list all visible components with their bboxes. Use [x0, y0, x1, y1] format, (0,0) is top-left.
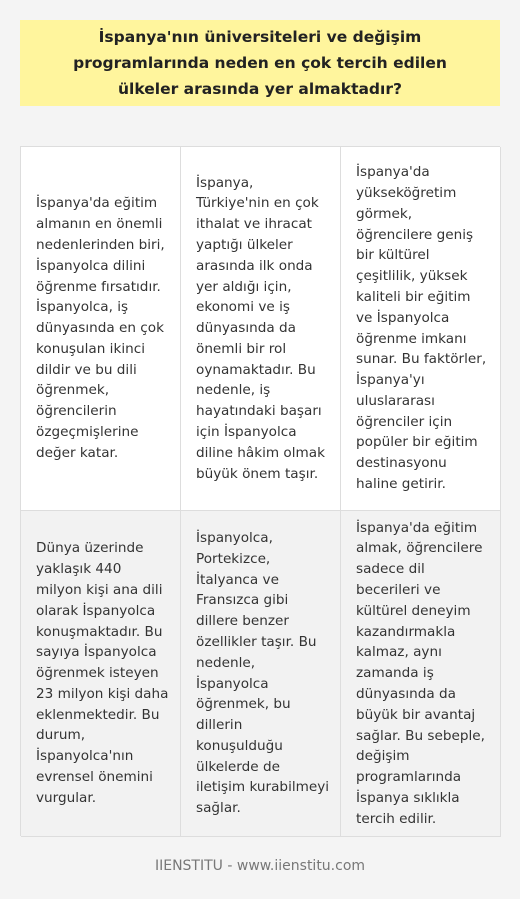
cell-text: İspanyolca, Portekizce, İtalyanca ve Fransızca gibi dillere benzer özellikler taşır. Bu nedenle, İspanyolca öğrenmek, bu dillerin konuşulduğu ülkelerde de iletişim kurabilmeyi sağlar.: [196, 529, 330, 817]
table-cell-r1-c3: [341, 147, 501, 511]
cell-text: İspanya'da eğitim almanın en önemli nedenlerinden biri, İspanyolca dilini öğrenme fırsatıdır. İspanyolca, iş dünyasında en çok konuşulan ikinci dildir ve bu dili öğrenmek, öğrencilerin özgeçmişlerine değer katar.: [36, 195, 165, 461]
title-banner: [20, 20, 500, 106]
table-cell-r2-c3: [341, 511, 501, 837]
table-cell-r2-c2: [181, 511, 341, 837]
table-cell-r1-c1: [21, 147, 181, 511]
footer-credit: IIENSTITU - www.iienstitu.com: [154, 858, 366, 874]
cell-text: İspanya'da eğitim almak, öğrencilere sadece dil becerileri ve kültürel deneyim kazandırmakla kalmaz, aynı zamanda iş dünyasında da büyük bir avantaj sağlar. Bu sebeple, değişim programlarında İspanya sıklıkla tercih edilir.: [356, 519, 485, 827]
page-title: İspanya'nın üniversiteleri ve değişim programlarında neden en çok tercih edilen ülkeler arasında yer almaktadır?: [73, 28, 447, 98]
table-cell-r1-c2: [181, 147, 341, 511]
cell-text: İspanya'da yükseköğretim görmek, öğrencilere geniş bir kültürel çeşitlilik, yüksek kaliteli bir eğitim ve İspanyolca öğrenme imkanı sunar. Bu faktörler, İspanya'yı uluslararası öğrenciler için popüler bir eğitim destinasyonu haline getirir.: [356, 164, 487, 493]
info-table: [20, 146, 500, 836]
cell-text: Dünya üzerinde yaklaşık 440 milyon kişi ana dili olarak İspanyolca konuşmaktadır. Bu sayıya İspanyolca öğrenmek isteyen 23 milyon kişi daha eklenmektedir. Bu durum, İspanyolca'nın evrensel önemini vurgular.: [36, 540, 169, 806]
cell-text: İspanya, Türkiye'nin en çok ithalat ve ihracat yaptığı ülkeler arasında ilk onda yer aldığı için, ekonomi ve iş dünyasında da önemli bir rol oynamaktadır. Bu nedenle, iş hayatındaki başarı için İspanyolca diline hâkim olmak büyük önem taşır.: [196, 174, 325, 482]
table-cell-r2-c1: [21, 511, 181, 837]
